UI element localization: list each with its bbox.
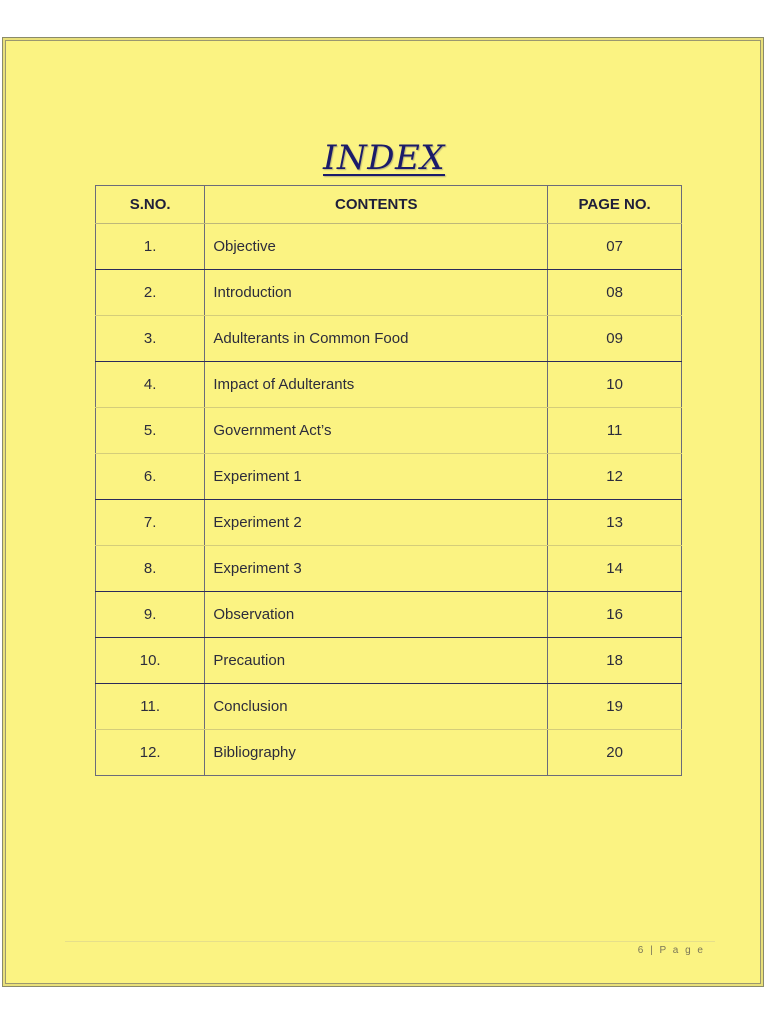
row-contents: Precaution — [205, 638, 548, 684]
row-sno: 9. — [96, 592, 205, 638]
table-row — [96, 362, 682, 408]
row-page: 16 — [548, 592, 682, 638]
row-contents: Bibliography — [205, 730, 548, 776]
row-page: 12 — [548, 454, 682, 500]
table-row — [96, 408, 682, 454]
header-page-no: PAGE NO. — [548, 186, 682, 224]
row-sno: 10. — [96, 638, 205, 684]
header-sno: S.NO. — [96, 186, 205, 224]
table-row — [96, 224, 682, 270]
row-page: 20 — [548, 730, 682, 776]
row-page: 11 — [548, 408, 682, 454]
table-row — [96, 592, 682, 638]
row-sno: 11. — [96, 684, 205, 730]
table-row — [96, 638, 682, 684]
row-page: 09 — [548, 316, 682, 362]
row-page: 10 — [548, 362, 682, 408]
document-page — [2, 37, 764, 987]
row-sno: 2. — [96, 270, 205, 316]
row-contents: Observation — [205, 592, 548, 638]
row-page: 07 — [548, 224, 682, 270]
table-row — [96, 684, 682, 730]
table-header-row — [96, 186, 682, 224]
row-contents: Experiment 1 — [205, 454, 548, 500]
row-sno: 7. — [96, 500, 205, 546]
row-contents: Experiment 2 — [205, 500, 548, 546]
row-sno: 1. — [96, 224, 205, 270]
table-row — [96, 500, 682, 546]
row-page: 19 — [548, 684, 682, 730]
row-page: 13 — [548, 500, 682, 546]
row-contents: Adulterants in Common Food — [205, 316, 548, 362]
page-title — [3, 138, 765, 178]
row-sno: 4. — [96, 362, 205, 408]
row-page: 08 — [548, 270, 682, 316]
index-table — [95, 185, 682, 776]
row-page: 14 — [548, 546, 682, 592]
row-sno: 5. — [96, 408, 205, 454]
table-row — [96, 454, 682, 500]
row-contents: Experiment 3 — [205, 546, 548, 592]
row-sno: 8. — [96, 546, 205, 592]
table-row — [96, 730, 682, 776]
table-row — [96, 270, 682, 316]
row-contents: Objective — [205, 224, 548, 270]
page-number-footer: 6 | P a g e — [637, 945, 705, 956]
row-sno: 6. — [96, 454, 205, 500]
row-page: 18 — [548, 638, 682, 684]
row-contents: Impact of Adulterants — [205, 362, 548, 408]
row-sno: 12. — [96, 730, 205, 776]
row-contents: Introduction — [205, 270, 548, 316]
row-contents: Government Act’s — [205, 408, 548, 454]
title-text: INDEX — [323, 138, 445, 178]
table-row — [96, 546, 682, 592]
footer-divider — [65, 941, 715, 942]
table-row — [96, 316, 682, 362]
row-sno: 3. — [96, 316, 205, 362]
row-contents: Conclusion — [205, 684, 548, 730]
header-contents: CONTENTS — [205, 186, 548, 224]
